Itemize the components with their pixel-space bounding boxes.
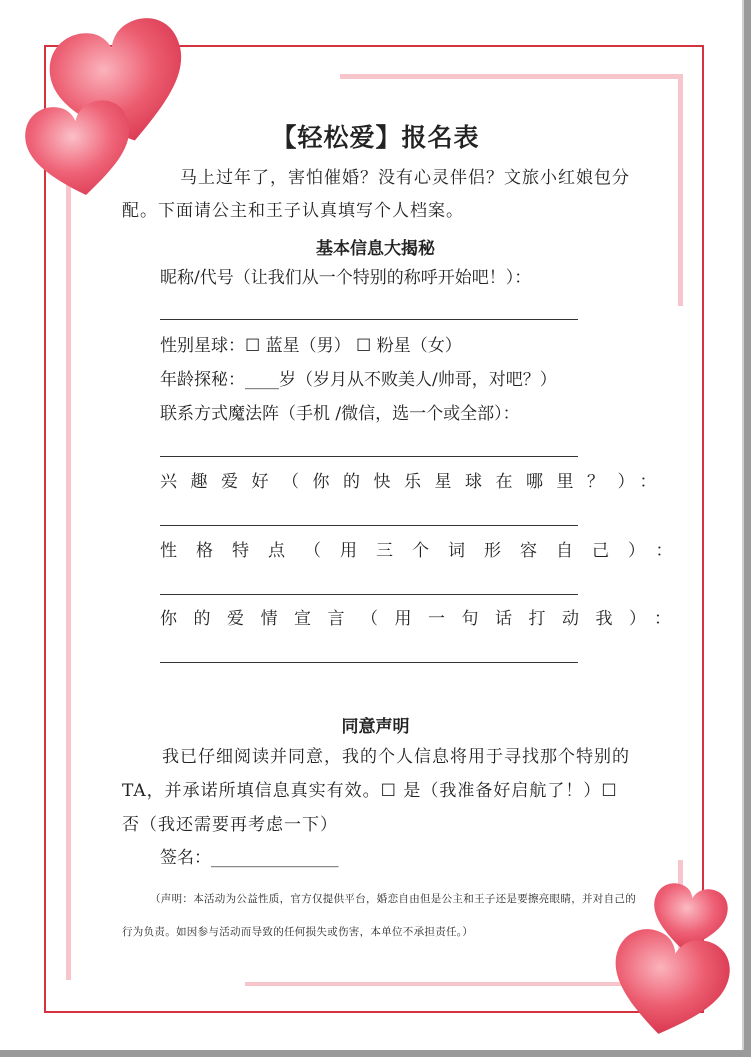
- intro-paragraph: 马上过年了，害怕催婚？没有心灵伴侣？文旅小红娘包分配。下面请公主和王子认真填写个人档案。: [122, 168, 630, 221]
- declaration-label: [160, 609, 688, 629]
- hobby-label: [160, 472, 670, 492]
- disclaimer-text: （声明：本活动为公益性质，官方仅提供平台，婚恋自由但是公主和王子还是要擦亮眼睛，并对自己的行为负责。如因参与活动而导致的任何损失或伤害，本单位不承担责任。）: [122, 893, 636, 938]
- contact-blank[interactable]: [160, 456, 578, 457]
- pink-frame-top: [340, 74, 683, 79]
- page-shadow-bottom: [0, 1050, 751, 1057]
- hobby-text: 兴趣爱好（你的快乐星球在哪里？）：: [160, 472, 670, 492]
- consent-paragraph[interactable]: 我已仔细阅读并同意，我的个人信息将用于寻找那个特别的TA，并承诺所填信息真实有效。☐ 是（我准备好启航了！）☐ 否（我还需要再考虑一下）: [122, 747, 630, 835]
- nickname-blank[interactable]: [160, 319, 578, 320]
- gender-label[interactable]: 性别星球：☐ 蓝星（男） ☐ 粉星（女）: [160, 336, 462, 356]
- hobby-blank[interactable]: [160, 525, 578, 526]
- nickname-label: 昵称/代号（让我们从一个特别的称呼开始吧！）：: [160, 268, 532, 288]
- contact-label: 联系方式魔法阵（手机 /微信，选一个或全部）：: [160, 404, 520, 424]
- age-label[interactable]: 年龄探秘：____岁（岁月从不败美人/帅哥，对吧？）: [160, 370, 557, 390]
- personality-text: 性格特点（用三个词形容自己）：: [160, 541, 692, 561]
- pink-frame-left: [66, 180, 71, 980]
- page-title: 【轻松爱】报名表: [271, 123, 480, 152]
- personality-blank[interactable]: [160, 594, 578, 595]
- declaration-text: 你的爱情宣言（用一句话打动我）：: [160, 609, 688, 629]
- section-heading-consent: 同意声明: [341, 717, 410, 737]
- declaration-blank[interactable]: [160, 662, 578, 663]
- personality-label: [160, 541, 692, 561]
- page-shadow-right: [744, 0, 751, 1057]
- signature-field[interactable]: 签名：_______________: [160, 848, 339, 868]
- pink-frame-right: [678, 74, 683, 306]
- section-heading-basic-info: 基本信息大揭秘: [316, 239, 435, 259]
